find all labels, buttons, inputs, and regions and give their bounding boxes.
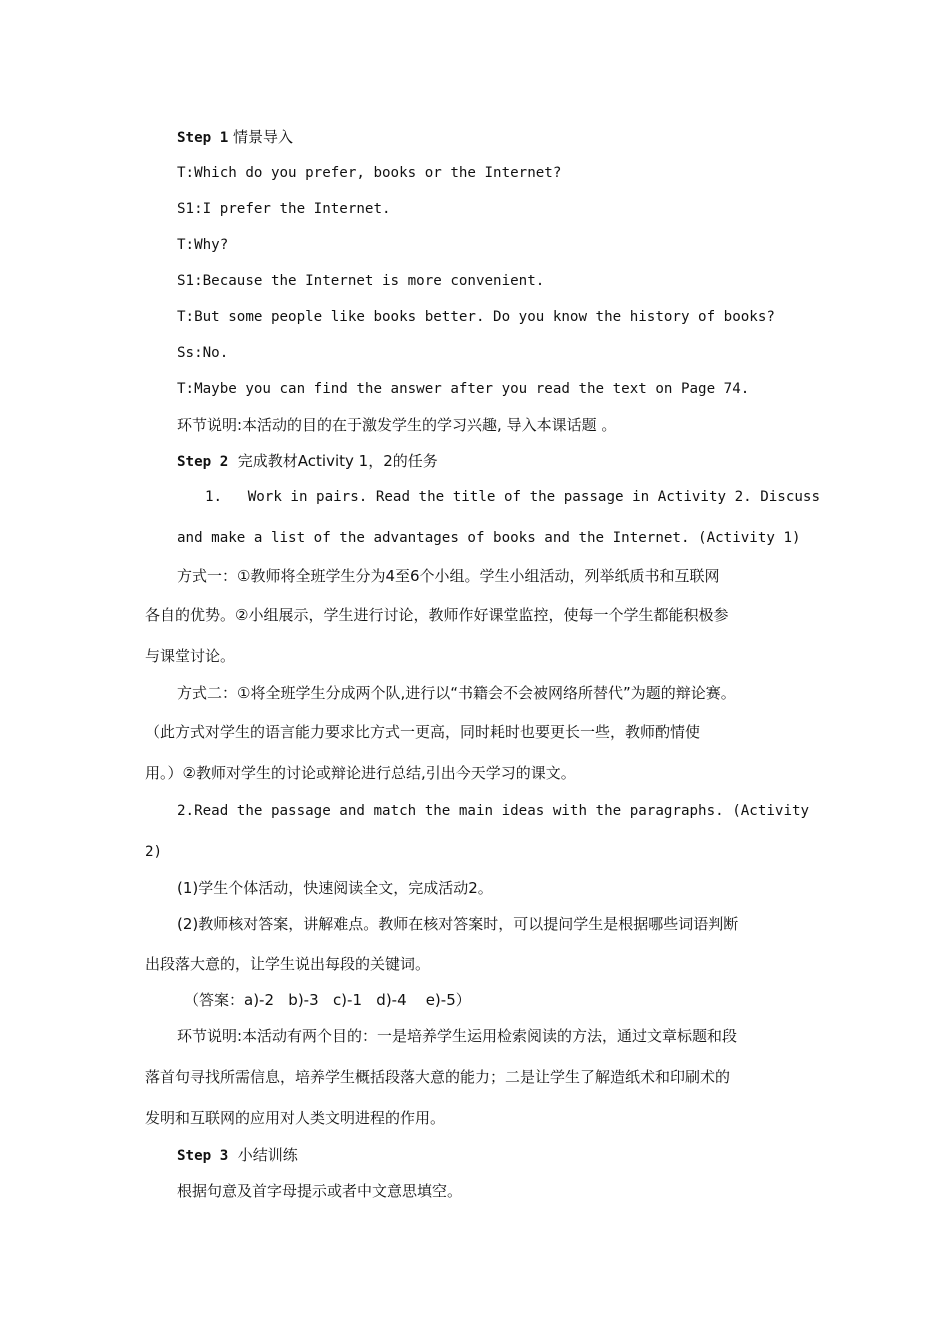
dialogue-line-5: T:But some people like books better. Do you know the history of books? xyxy=(177,309,775,325)
method1-line-1: 方式一：①教师将全班学生分为4至6个小组。学生小组活动，列举纸质书和互联网 xyxy=(177,567,720,585)
step1-note: 环节说明:本活动的目的在于激发学生的学习兴趣, 导入本课话题 。 xyxy=(177,416,617,434)
step1-heading xyxy=(177,127,293,148)
sub-step-1: (1)学生个体活动，快速阅读全文，完成活动2。 xyxy=(177,879,493,897)
step3-title: 小结训练 xyxy=(237,1146,298,1164)
step2-title: 完成教材Activity 1，2的任务 xyxy=(237,452,438,470)
dialogue-line-2: S1:I prefer the Internet. xyxy=(177,201,391,217)
dialogue-line-1: T:Which do you prefer, books or the Internet? xyxy=(177,165,562,181)
step2-label: Step 2 xyxy=(177,454,229,470)
task2-line-2: 2) xyxy=(145,844,163,860)
step3-heading xyxy=(177,1145,298,1166)
dialogue-line-7: T:Maybe you can find the answer after you read the text on Page 74. xyxy=(177,381,750,397)
step2-note-line-3: 发明和互联网的应用对人类文明进程的作用。 xyxy=(145,1109,446,1127)
method1-line-3: 与课堂讨论。 xyxy=(145,647,236,665)
method2-line-2: （此方式对学生的语言能力要求比方式一更高，同时耗时也要更长一些，教师酌情使 xyxy=(145,723,701,741)
step3-label: Step 3 xyxy=(177,1148,229,1164)
dialogue-line-6: Ss:No. xyxy=(177,345,229,361)
step1-label: Step 1 xyxy=(177,130,229,146)
method1-line-2: 各自的优势。②小组展示，学生进行讨论，教师作好课堂监控，使每一个学生都能积极参 xyxy=(145,606,729,624)
task1-line-1: 1. Work in pairs. Read the title of the passage in Activity 2. Discuss xyxy=(205,489,820,505)
method2-line-1: 方式二：①将全班学生分成两个队,进行以“书籍会不会被网络所替代”为题的辩论赛。 xyxy=(177,684,736,702)
task2-line-1: 2.Read the passage and match the main ideas with the paragraphs. (Activity xyxy=(177,803,810,819)
step3-instruction: 根据句意及首字母提示或者中文意思填空。 xyxy=(177,1182,463,1200)
answers-line: （答案：a)-2 b)-3 c)-1 d)-4 e)-5） xyxy=(184,991,471,1009)
step2-note-line-1: 环节说明:本活动有两个目的：一是培养学生运用检索阅读的方法，通过文章标题和段 xyxy=(177,1027,738,1045)
sub-step-2-line-2: 出段落大意的，让学生说出每段的关键词。 xyxy=(145,955,431,973)
method2-line-3: 用。）②教师对学生的讨论或辩论进行总结,引出今天学习的课文。 xyxy=(145,764,576,782)
step2-note-line-2: 落首句寻找所需信息，培养学生概括段落大意的能力；二是让学生了解造纸术和印刷术的 xyxy=(145,1068,731,1086)
task1-line-2: and make a list of the advantages of books and the Internet. (Activity 1) xyxy=(177,530,801,546)
step2-heading xyxy=(177,451,438,472)
dialogue-line-3: T:Why? xyxy=(177,237,229,253)
dialogue-line-4: S1:Because the Internet is more convenient. xyxy=(177,273,545,289)
step1-title: 情景导入 xyxy=(233,128,294,146)
sub-step-2-line-1: (2)教师核对答案，讲解难点。教师在核对答案时，可以提问学生是根据哪些词语判断 xyxy=(177,915,739,933)
